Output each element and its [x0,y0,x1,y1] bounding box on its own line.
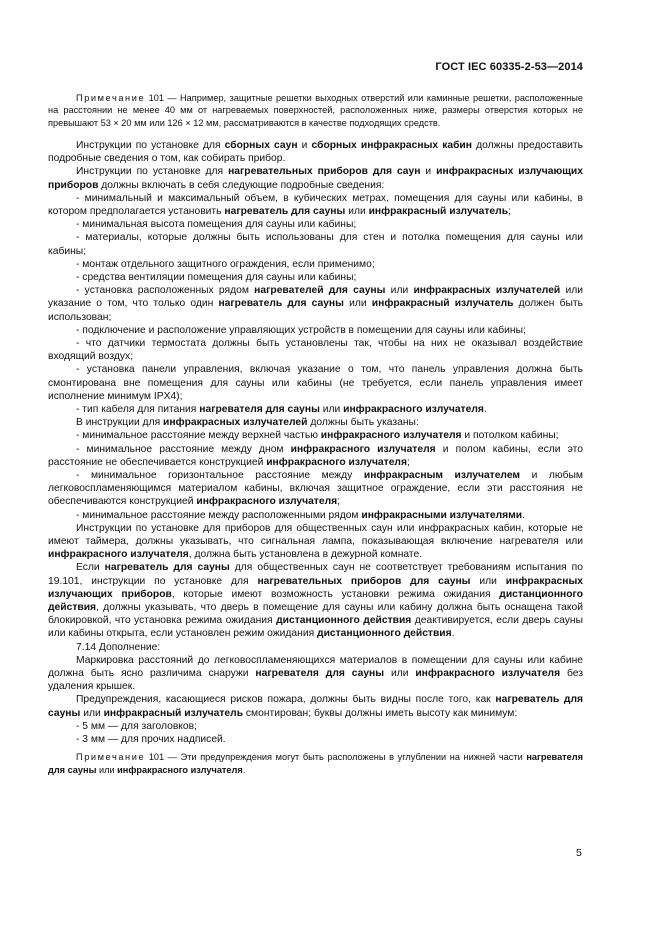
section-7-14-heading: 7.14 Дополнение: [76,641,161,653]
paragraph-warnings: Предупреждения, касающиеся рисков пожара, должны быть видны после того, как нагреватель для сауны или инфракрасный излучатель смонтирован; буквы должны иметь высоту как минимум: [48,694,584,719]
list-item: - установка панели управления, включая указание о том, что панель управления должна быть смонтирована вне помещения для сауны или кабины (не требуется, если панель управления имеет исполнение минимум IPX4); [48,364,583,402]
list-item: - 5 мм — для заголовков; [76,720,197,732]
list-item: - минимальное расстояние между верхней частью инфракрасного излучателя и потолком кабины; [76,430,559,442]
paragraph-remote-operation: Если нагреватель для сауны для общественных саун не соответствует требованиям испытания по 19.101, инструкции по установке для нагревательных приборов для сауны или инфракрасных излучающих приборов, которые имеют возможность установки режима ожидания дистанционного действия, должны указывать, что дверь в помещение для сауны или кабину должна быть оснащена такой блокировкой, что установка режима ожидания дистанционного действия деактивируется, если дверь сауны или кабины открыта, если установлен режим ожидания дистанционного действия. [48,562,584,640]
list-item: - минимальное расстояние между расположенными рядом инфракрасными излучателями. [76,509,525,521]
list-item: - минимальное расстояние между дном инфракрасного излучателя и полом кабины, если это расстояние не обеспечивается конструкцией инфракрасного излучателя; [48,443,583,468]
note-101-grilles: Примечание 101 — Например, защитные решетки выходных отверстий или каминные решетки, расположенные на расстоянии не менее 40 мм от нагреваемых поверхностей, расположенных ниже, размеры отверстия которых не превышают 53 × 20 мм или 126 × 12 мм, рассматриваются в качестве подходящих средств. [48,93,583,128]
paragraph-marking: Маркировка расстояний до легковоспламеняющихся материалов в помещении для сауны или кабине должна быть ясно различима снаружи нагревателя для сауны или инфракрасного излучателя без удаления крышек. [48,654,584,693]
paragraph-prefab-saunas: Инструкции по установке для сборных саун и сборных инфракрасных кабин должны предоставить подробные сведения о том, как собирать прибор. [48,139,584,165]
paragraph-public-saunas: Инструкции по установке для приборов для общественных саун или инфракрасных кабин, которые не имеют таймера, должны указывать, что сигнальная лампа, показывающая включение нагревателя или инфракрасного излучателя, должна быть установлена в дежурной комнате. [48,522,583,561]
note-label: Примечание [76,93,146,103]
standard-header: ГОСТ IEC 60335-2-53—2014 [435,61,583,73]
list-item: - средства вентиляции помещения для сауны или кабины; [76,271,357,283]
paragraph-ir-instructions: В инструкции для инфракрасных излучателей должны быть указаны: [76,417,419,429]
list-item: - минимальная высота помещения для сауны или кабины; [76,219,357,231]
list-item: - материалы, которые должны быть использованы для стен и потолка помещения для сауны или кабины; [48,232,583,257]
list-item: - подключение и расположение управляющих устройств в помещении для сауны или кабины; [76,324,526,336]
list-item: - минимальный и максимальный объем, в кубических метрах, помещения для сауны или кабины, в котором предполагается установить нагреватель для сауны или инфракрасный излучатель; [48,192,583,217]
note-101-warnings: Примечание 101 — Эти предупреждения могут быть расположены в углублении на нижней части нагревателя для сауны или инфракрасного излучателя. [48,752,583,775]
list-item: - минимальное горизонтальное расстояние между инфракрасным излучателем и любым легковоспламеняющимся материалом кабины, включая защитное ограждение, если эти расстояния не обеспечиваются конструкцией инфракрасного излучателя; [48,469,584,508]
list-item: - 3 мм — для прочих надписей. [76,734,226,746]
list-item: - что датчики термостата должны быть установлены так, чтобы на них не оказывал воздействие входящий воздух; [48,337,583,363]
paragraph-heater-instructions: Инструкции по установке для нагревательных приборов для саун и инфракрасных излучающих приборов должны включать в себя следующие подробные сведения: [48,166,583,191]
note-label: Примечание [76,752,146,763]
list-item: - установка расположенных рядом нагревателей для сауны или инфракрасных излучателей или указание о том, что только один нагреватель для сауны или инфракрасный излучатель должен быть использован; [48,285,584,323]
list-item: - тип кабеля для питания нагревателя для сауны или инфракрасного излучателя. [76,403,487,415]
page-body [48,92,583,776]
page-number: 5 [576,847,582,859]
list-item: - монтаж отдельного защитного ограждения, если применимо; [76,258,375,270]
